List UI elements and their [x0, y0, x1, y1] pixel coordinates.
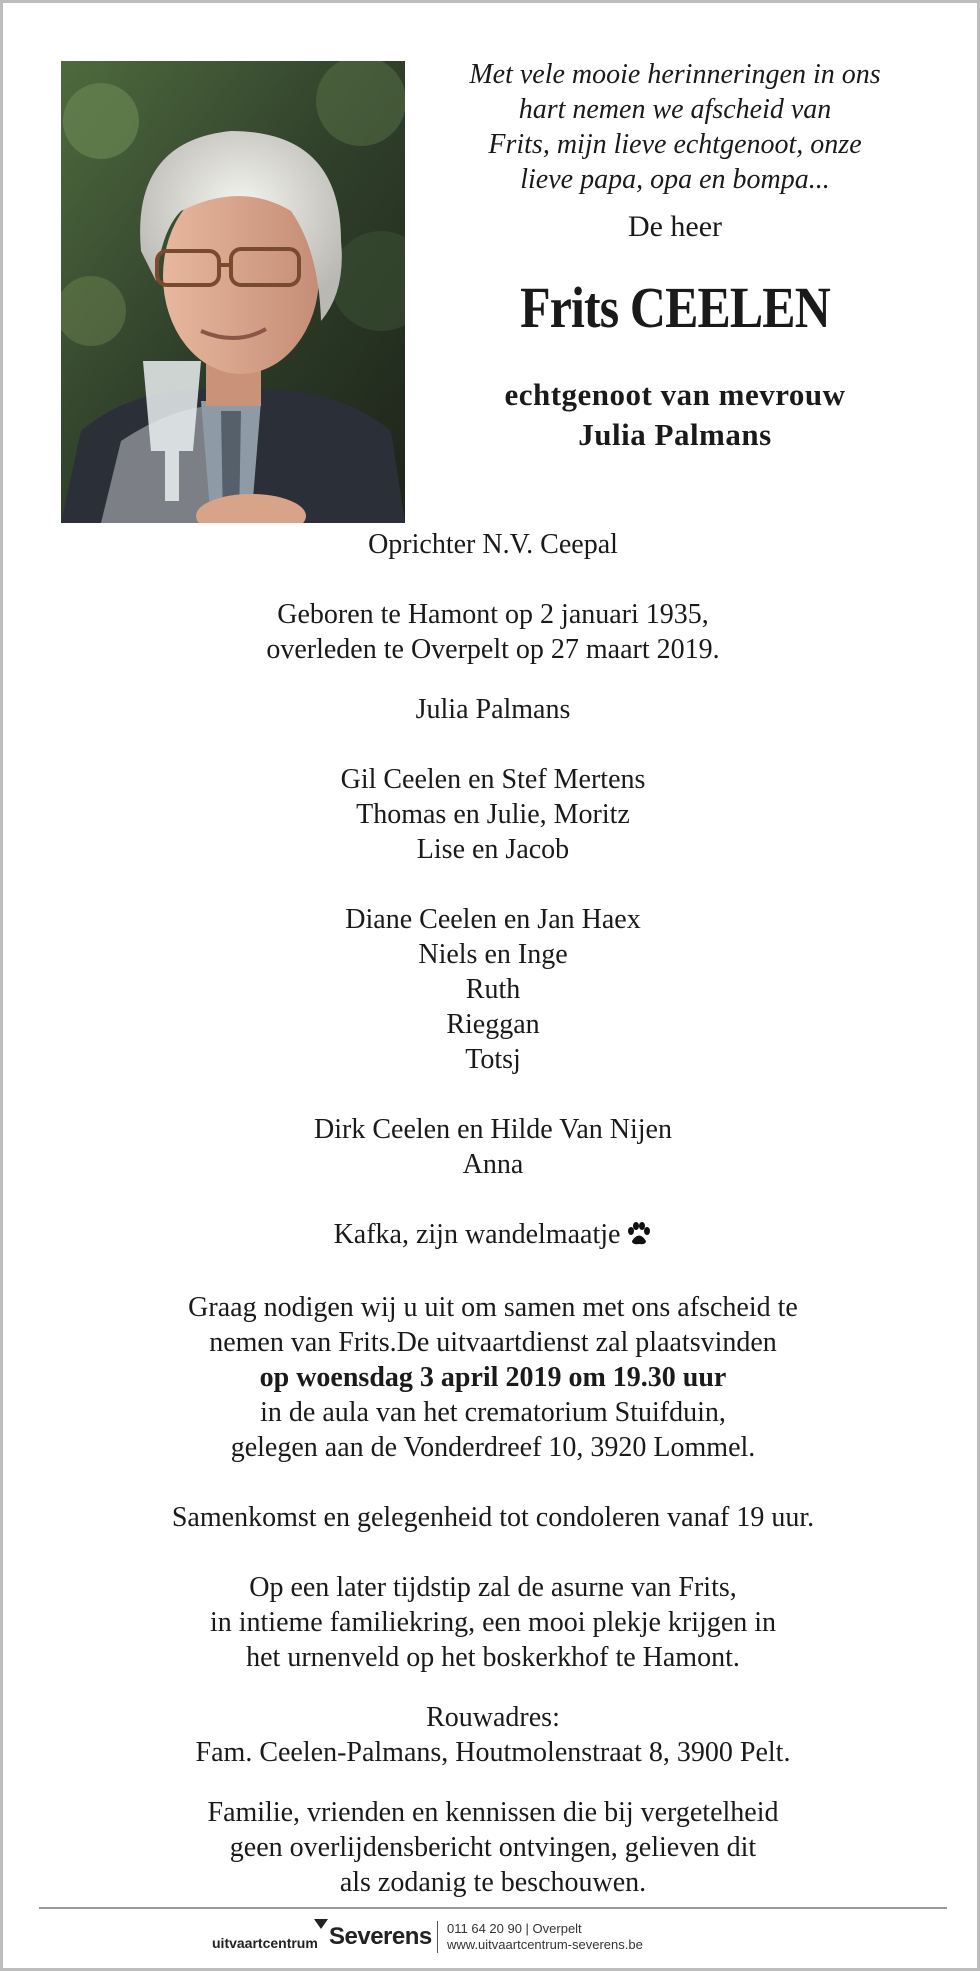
salutation: De heer [627, 210, 723, 243]
family-member: Totsj [465, 1044, 521, 1075]
gathering-line: Samenkomst en gelegenheid tot condoleren vanaf 19 uur. [171, 1502, 815, 1533]
intro-poem [423, 57, 927, 197]
urn-line: het urnenveld op het boskerkhof te Hamont. [246, 1642, 740, 1673]
footer-contact [447, 1921, 643, 1953]
portrait-photo [61, 61, 405, 523]
family-member: Ruth [465, 974, 521, 1005]
address-value: Fam. Ceelen-Palmans, Houtmolenstraat 8, 3900 Pelt. [195, 1737, 791, 1768]
family-member: Niels en Inge [418, 939, 568, 970]
notice-line: geen overlijdensbericht ontvingen, gelieven dit [229, 1832, 757, 1863]
brand-prefix: uitvaartcentrum [212, 1935, 318, 1951]
footer-website[interactable]: www.uitvaartcentrum-severens.be [447, 1937, 643, 1952]
funeral-home-footer [3, 1919, 980, 1959]
deceased-name: Frits CEELEN [520, 275, 830, 340]
intro-block [423, 57, 927, 455]
brand-arrow-icon [314, 1919, 328, 1929]
family-member: Thomas en Julie, Moritz [356, 799, 630, 830]
invitation-line: in de aula van het crematorium Stuifduin, [260, 1397, 726, 1428]
pet-line [43, 1217, 943, 1255]
family-member: Gil Ceelen en Stef Mertens [340, 764, 646, 795]
ceremony-date: op woensdag 3 april 2019 om 19.30 uur [259, 1362, 727, 1393]
notice-line: als zodanig te beschouwen. [339, 1867, 647, 1898]
urn-line: Op een later tijdstip zal de asurne van Frits, [249, 1572, 737, 1603]
spouse-line-2: Julia Palmans [578, 417, 772, 452]
paw-icon [626, 1220, 652, 1255]
address-label: Rouwadres: [426, 1702, 560, 1733]
portrait-image [61, 61, 405, 523]
spouse-line-1: echtgenoot van mevrouw [504, 377, 846, 412]
brand-name: Severens [329, 1923, 432, 1950]
family-member: Dirk Ceelen en Hilde Van Nijen [314, 1114, 672, 1145]
spouse-name: Julia Palmans [415, 694, 571, 725]
family-member: Rieggan [446, 1009, 540, 1040]
obituary-body [43, 527, 943, 1900]
pet-text: Kafka, zijn wandelmaatje [333, 1219, 621, 1250]
founder-line: Oprichter N.V. Ceepal [368, 529, 618, 560]
family-member: Lise en Jacob [416, 834, 570, 865]
death-line: overleden te Overpelt op 27 maart 2019. [266, 634, 720, 665]
invitation-line: nemen van Frits.De uitvaartdienst zal plaatsvinden [209, 1327, 777, 1358]
intro-line: hart nemen we afscheid van [518, 94, 832, 125]
intro-line: Frits, mijn lieve echtgenoot, onze [488, 129, 862, 160]
intro-line: lieve papa, opa en bompa... [520, 164, 830, 195]
birth-line: Geboren te Hamont op 2 januari 1935, [277, 599, 709, 630]
family-member: Diane Ceelen en Jan Haex [345, 904, 641, 935]
notice-line: Familie, vrienden en kennissen die bij vergetelheid [207, 1797, 779, 1828]
footer-separator [437, 1921, 438, 1953]
spouse-line [423, 375, 927, 455]
invitation-line: gelegen aan de Vonderdreef 10, 3920 Lommel. [230, 1432, 756, 1463]
footer-divider [39, 1907, 947, 1909]
footer-phone: 011 64 20 90 | Overpelt [447, 1921, 582, 1936]
family-member: Anna [462, 1149, 524, 1180]
intro-line: Met vele mooie herinneringen in ons [469, 59, 881, 90]
urn-line: in intieme familiekring, een mooi plekje krijgen in [209, 1607, 777, 1638]
invitation-line: Graag nodigen wij u uit om samen met ons afscheid te [188, 1292, 798, 1323]
